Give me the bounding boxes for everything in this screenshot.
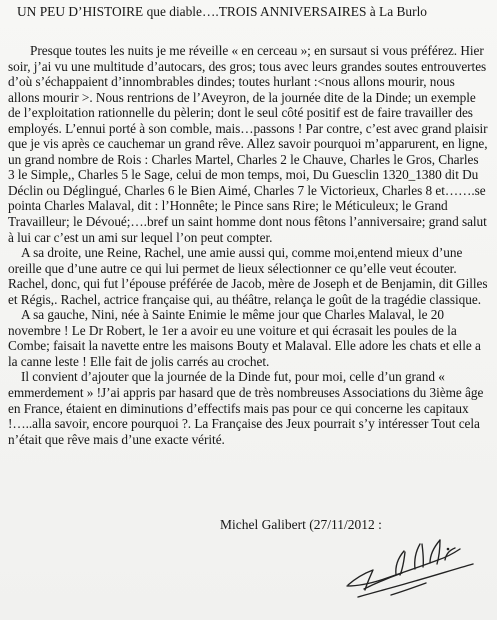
paragraph-4: Il convient d’ajouter que la journée de la Dinde fut, pour moi, celle d’un grand « emmerdement » !J’ai appris par hasard que de très nombreuses Associations du 3ième âge en France, étaient en diminutions d’effectifs mais pas pour ce qui concerne les capitaux !…..alla savoir, encore pourquoi ?. La Française des Jeux pourrait s’y intéresser Tout cela n’était que rêve mais d’une exacte vérité. bbox=[8, 369, 484, 447]
handwritten-signature bbox=[342, 536, 482, 610]
paragraph-1: Presque toutes les nuits je me réveille « en cerceau »; en sursaut si vous préférez. Hier soir, j’ai vu une multitude d’autocars, des gros; tous avec leurs grandes soutes entrouvertes d’où s’échappaient d’innombrables dindes; toutes hurlant :<nous allons mourir, nous allons mourir >. Nous rentrions de l’Aveyron, de la journée dite de la Dinde; un exemple de l’exploitation rationnelle du pèlerin; dont le seul côté positif est de faire travailler des employés. L’ennui porté à son comble, mais…passons ! Par contre, c’est avec grand plaisir que je vis après ce cauchemar un grand rêve. Allez savoir pourquoi m’apparurent, en ligne, un grand nombre de Rois : Charles Martel, Charles 2 le Chauve, Charles le Gros, Charles 3 le Simple,, Charles 5 le Sage, celui de mon temps, moi, Du Guesclin 1320_1380 dit Du Déclin ou Déglingué, Charles 6 le Bien Aimé, Charles 7 le Victorieux, Charles 8 et…….se pointa Charles Malaval, dit : l’Honnête; le Pince sans Rire; le Méticuleux; le Grand Travailleur; le Dévoué;….bref un saint homme dont nous fêtons l’anniversaire; grand salut à lui car c’est un ami sur lequel l’on peut compter. bbox=[8, 43, 488, 245]
paragraph-3: A sa gauche, Nini, née à Sainte Enimie le même jour que Charles Malaval, le 20 novembre ! Le Dr Robert, le 1er a avoir eu une voiture et qui écrasait les poules de la Combe; faisait la navette entre les maisons Bouty et Malaval. Elle adore les chats et elle a la canne leste ! Elle fait de jolis carrés au crochet. bbox=[8, 307, 481, 369]
document-body bbox=[8, 43, 488, 447]
paragraph-2: A sa droite, une Reine, Rachel, une amie aussi qui, comme moi,entend mieux d’une oreille que d’une autre ce qui lui permet de lieux sélectionner ce qu’elle veut écouter. Rachel, donc, qui fut l’épouse préférée de Jacob, mère de Joseph et de Benjamin, dit Gilles et Régis,. Rachel, actrice française qui, au théâtre, relança le goût de la tragédie classique. bbox=[8, 245, 488, 307]
document-title: UN PEU D’HISTOIRE que diable….TROIS ANNIVERSAIRES à La Burlo bbox=[17, 4, 427, 19]
signature-text: Michel Galibert (27/11/2012 : bbox=[220, 517, 382, 532]
